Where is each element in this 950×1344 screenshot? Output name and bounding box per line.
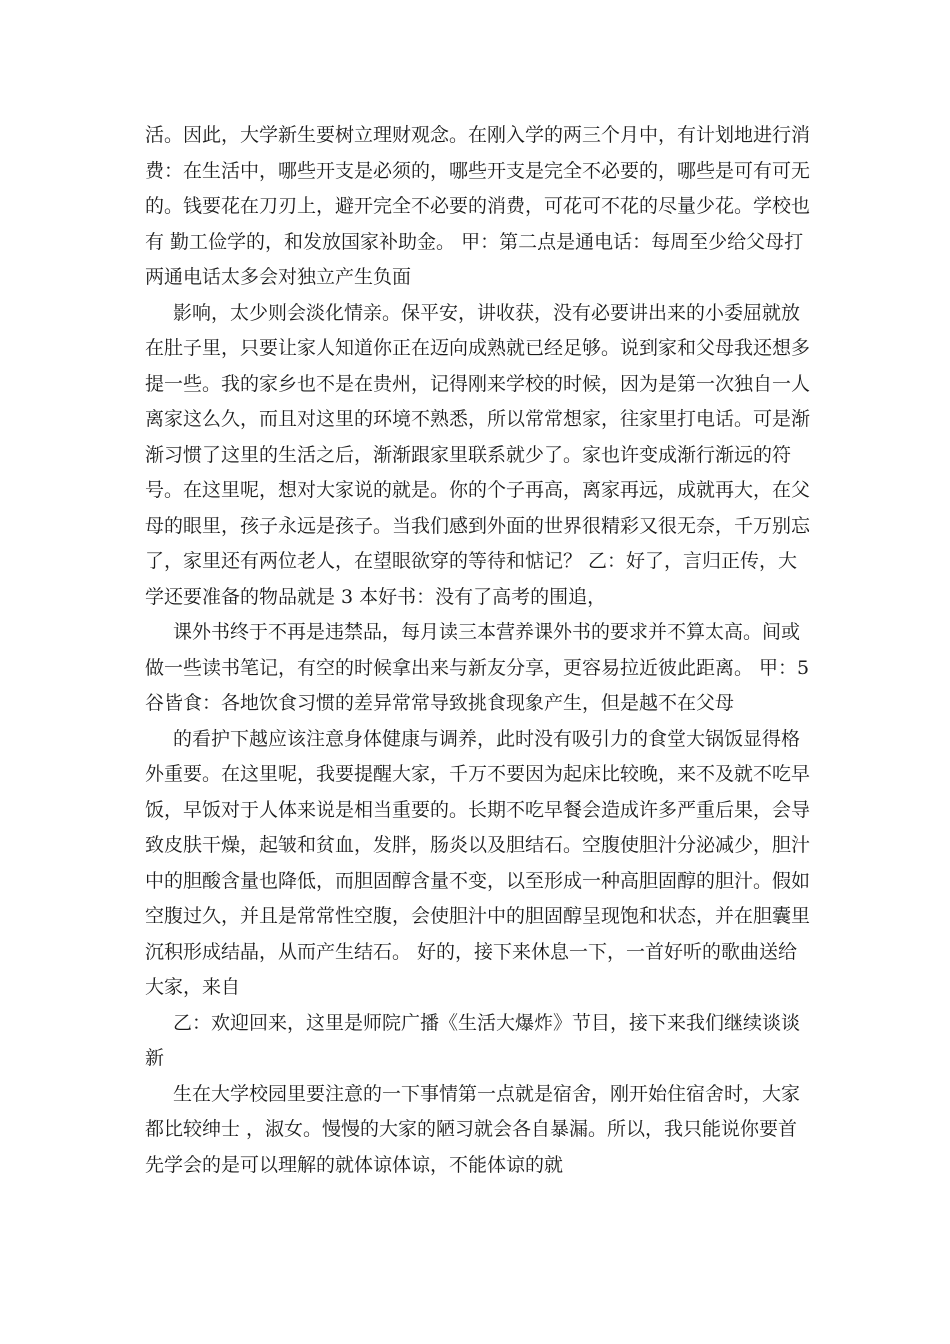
- paragraph-family-calls: 影响，太少则会淡化情亲。保平安，讲收获，没有必要讲出来的小委屈就放在肚子里，只要让家人知道你正在迈向成熟就已经足够。说到家和父母我还想多提一些。我的家乡也不是在贵州，记得刚来学校的时候，因为是第一次独自一人离家这么久，而且对这里的环境不熟悉，所以常常想家，往家里打电话。可是渐渐习惯了这里的生活之后，渐渐跟家里联系就少了。家也许变成渐行渐远的符号。在这里呢，想对大家说的就是。你的个子再高，离家再远，成就再大，在父母的眼里，孩子永远是孩子。当我们感到外面的世界很精彩又很无奈，千万别忘了，家里还有两位老人，在望眼欲穿的等待和惦记？ 乙：好了，言归正传，大学还要准备的物品就是 3 本好书：没有了高考的围追，: [145, 301, 811, 608]
- paragraph-radio-return: 乙：欢迎回来，这里是师院广播《生活大爆炸》节目，接下来我们继续谈谈新: [145, 1011, 801, 1069]
- paragraph-reading: 课外书终于不再是违禁品，每月读三本营养课外书的要求并不算太高。间或做一些读书笔记，有空的时候拿出来与新友分享，更容易拉近彼此距离。 甲：5 谷皆食：各地饮食习惯的差异常常导致挑食现象产生，但是越不在父母: [145, 621, 810, 714]
- paragraph-dormitory: 生在大学校园里要注意的一下事情第一点就是宿舍，刚开始住宿舍时，大家都比较绅士 ，淑女。慢慢的大家的陋习就会各自暴漏。所以，我只能说你要首先学会的是可以理解的就体谅体谅，不能体谅的就: [145, 1082, 801, 1176]
- paragraph-breakfast-health: 的看护下越应该注意身体健康与调养，此时没有吸引力的食堂大锅饭显得格外重要。在这里呢，我要提醒大家，千万不要因为起床比较晚，来不及就不吃早饭，早饭对于人体来说是相当重要的。长期不吃早餐会造成许多严重后果，会导致皮肤干燥，起皱和贫血，发胖，肠炎以及胆结石。空腹使胆汁分泌减少，胆汁中的胆酸含量也降低，而胆固醇含量不变，以至形成一种高胆固醇的胆汁。假如空腹过久，并且是常常性空腹，会使胆汁中的胆固醇呈现饱和状态，并在胆囊里沉积形成结晶，从而产生结石。 好的，接下来休息一下，一首好听的歌曲送给大家，来自: [145, 727, 811, 998]
- paragraph-finance: 活。因此，大学新生要树立理财观念。在刚入学的两三个月中，有计划地进行消费：在生活中，哪些开支是必须的，哪些开支是完全不必要的，哪些是可有可无的。钱要花在刀刃上，避开完全不必要的消费，可花可不花的尽量少花。学校也有 勤工俭学的，和发放国家补助金。 甲：第二点是通电话：每周至少给父母打两通电话太多会对独立产生负面: [145, 124, 811, 288]
- document-body: [145, 118, 810, 1183]
